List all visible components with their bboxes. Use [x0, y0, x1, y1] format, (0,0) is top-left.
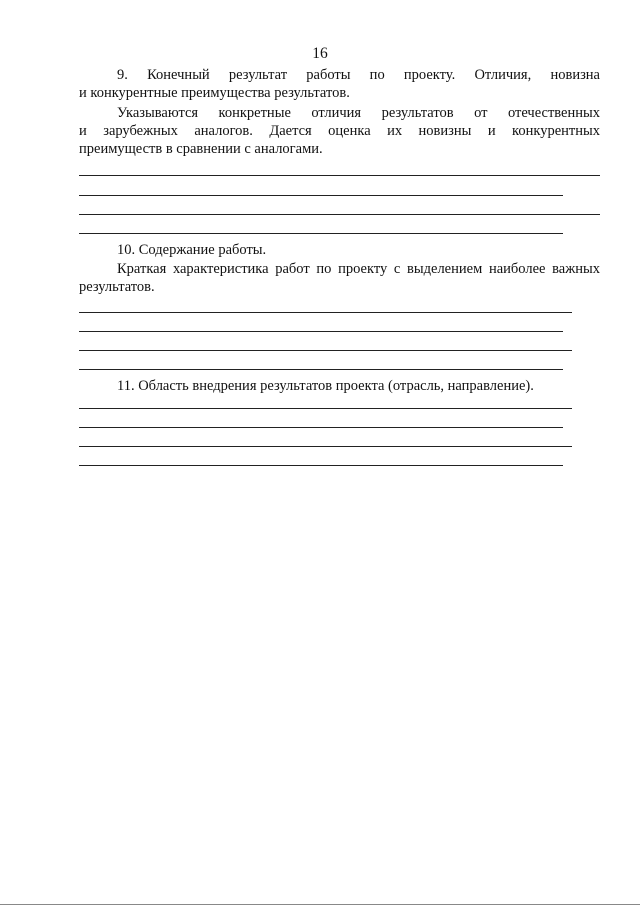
answer-line[interactable]	[79, 331, 563, 332]
answer-line[interactable]	[79, 233, 563, 234]
section-9-description	[79, 104, 600, 158]
answer-line[interactable]	[79, 427, 563, 428]
answer-line[interactable]	[79, 408, 572, 409]
section-10-description	[79, 260, 600, 296]
answer-line[interactable]	[79, 350, 572, 351]
answer-line[interactable]	[79, 312, 572, 313]
answer-line[interactable]	[79, 465, 563, 466]
section-10-description-line-2: результатов.	[79, 279, 155, 295]
section-10-description-line-1: Краткая характеристика работ по проекту с выделением наиболее важных	[117, 261, 600, 277]
answer-line[interactable]	[79, 446, 572, 447]
section-11-heading: 11. Область внедрения результатов проекта (отрасль, направление).	[117, 378, 534, 394]
section-9-heading	[79, 66, 600, 102]
answer-line[interactable]	[79, 214, 600, 215]
section-9-heading-line-1: 9. Конечный результат работы по проекту. Отличия, новизна	[117, 67, 600, 83]
page-number: 16	[312, 45, 328, 62]
answer-line[interactable]	[79, 175, 600, 176]
section-9-description-line-2: и зарубежных аналогов. Дается оценка их новизны и конкурентных	[79, 123, 600, 139]
section-9-heading-line-2: и конкурентные преимущества результатов.	[79, 85, 350, 101]
answer-line[interactable]	[79, 195, 563, 196]
section-9-description-line-1: Указываются конкретные отличия результатов от отечественных	[117, 105, 600, 121]
answer-line[interactable]	[79, 369, 563, 370]
section-9-description-line-3: преимуществ в сравнении с аналогами.	[79, 141, 323, 157]
section-10-heading: 10. Содержание работы.	[117, 242, 267, 258]
